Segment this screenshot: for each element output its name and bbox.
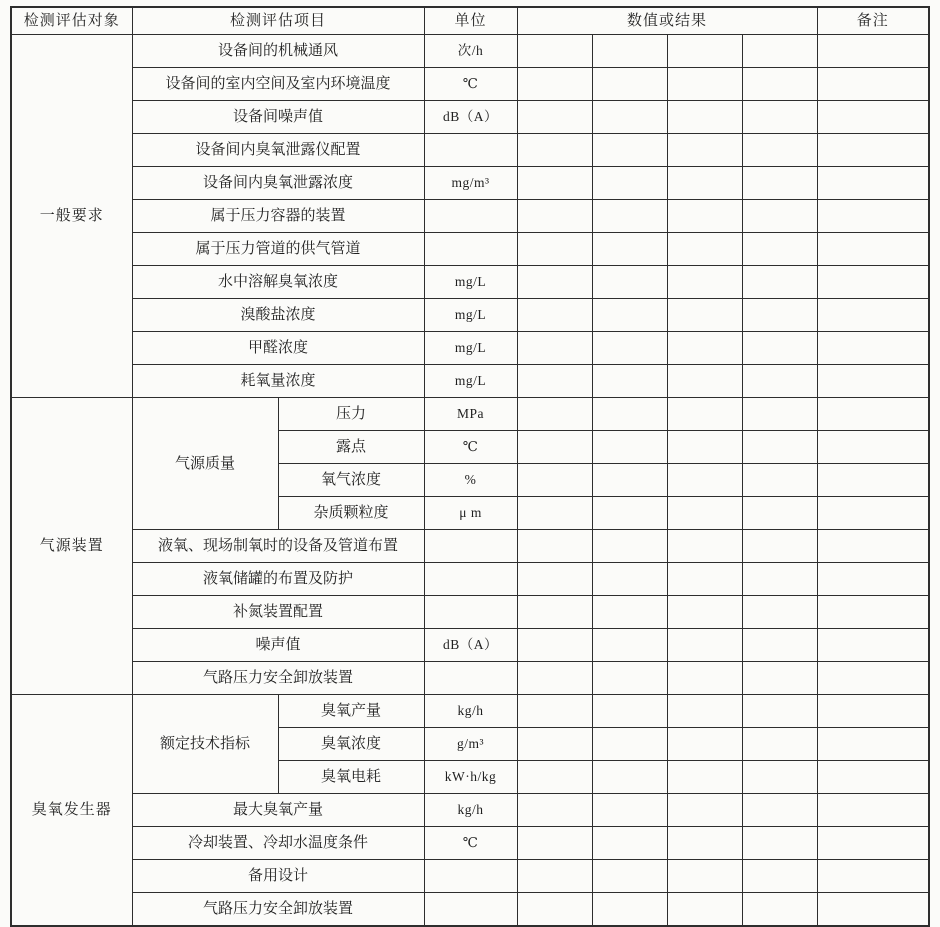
- result-cell: [667, 629, 742, 662]
- remark-cell: [817, 761, 929, 794]
- result-cell: [742, 134, 817, 167]
- result-cell: [667, 398, 742, 431]
- result-cell: [517, 200, 592, 233]
- result-cell: [592, 695, 667, 728]
- table-row: [11, 266, 929, 299]
- result-cell: [667, 827, 742, 860]
- result-cell: [667, 233, 742, 266]
- result-cell: [517, 365, 592, 398]
- table-row: [11, 596, 929, 629]
- remark-cell: [817, 398, 929, 431]
- remark-cell: [817, 233, 929, 266]
- item-cell: 臭氧浓度: [278, 728, 424, 761]
- detection-evaluation-table: [10, 6, 930, 927]
- unit-cell: ℃: [424, 431, 517, 464]
- result-cell: [517, 35, 592, 68]
- result-cell: [517, 893, 592, 927]
- remark-cell: [817, 167, 929, 200]
- remark-cell: [817, 596, 929, 629]
- result-cell: [742, 662, 817, 695]
- item-cell: 补氮装置配置: [132, 596, 424, 629]
- unit-cell: kg/h: [424, 794, 517, 827]
- result-cell: [742, 629, 817, 662]
- result-cell: [592, 200, 667, 233]
- group-label-gas-source: 气源装置: [11, 398, 132, 695]
- item-cell: 臭氧电耗: [278, 761, 424, 794]
- result-cell: [667, 200, 742, 233]
- result-cell: [742, 497, 817, 530]
- result-cell: [517, 761, 592, 794]
- result-cell: [667, 299, 742, 332]
- remark-cell: [817, 464, 929, 497]
- result-cell: [517, 530, 592, 563]
- unit-cell: [424, 662, 517, 695]
- unit-cell: mg/L: [424, 299, 517, 332]
- result-cell: [742, 860, 817, 893]
- remark-cell: [817, 134, 929, 167]
- result-cell: [742, 365, 817, 398]
- result-cell: [592, 497, 667, 530]
- table-row: [11, 860, 929, 893]
- table-row: [11, 134, 929, 167]
- table-row: [11, 233, 929, 266]
- result-cell: [592, 761, 667, 794]
- unit-cell: dB（A）: [424, 101, 517, 134]
- result-cell: [667, 530, 742, 563]
- result-cell: [517, 662, 592, 695]
- table-row: [11, 398, 929, 431]
- result-cell: [742, 893, 817, 927]
- result-cell: [517, 728, 592, 761]
- result-cell: [592, 596, 667, 629]
- table-row: [11, 530, 929, 563]
- remark-cell: [817, 728, 929, 761]
- result-cell: [742, 35, 817, 68]
- result-cell: [667, 464, 742, 497]
- item-cell: 臭氧产量: [278, 695, 424, 728]
- remark-cell: [817, 530, 929, 563]
- result-cell: [517, 629, 592, 662]
- result-cell: [592, 893, 667, 927]
- result-cell: [592, 398, 667, 431]
- result-cell: [517, 497, 592, 530]
- unit-cell: mg/m³: [424, 167, 517, 200]
- unit-cell: dB（A）: [424, 629, 517, 662]
- table-row: [11, 68, 929, 101]
- result-cell: [667, 167, 742, 200]
- result-cell: [592, 728, 667, 761]
- result-cell: [592, 860, 667, 893]
- table-row: [11, 794, 929, 827]
- result-cell: [667, 794, 742, 827]
- result-cell: [592, 299, 667, 332]
- result-cell: [517, 332, 592, 365]
- result-cell: [667, 68, 742, 101]
- unit-cell: 次/h: [424, 35, 517, 68]
- remark-cell: [817, 695, 929, 728]
- result-cell: [667, 266, 742, 299]
- header-item: 检测评估项目: [132, 7, 424, 35]
- result-cell: [592, 662, 667, 695]
- result-cell: [667, 365, 742, 398]
- result-cell: [742, 695, 817, 728]
- table-row: [11, 332, 929, 365]
- result-cell: [592, 233, 667, 266]
- result-cell: [517, 167, 592, 200]
- item-cell: 气路压力安全卸放装置: [132, 893, 424, 927]
- result-cell: [517, 266, 592, 299]
- item-cell: 压力: [278, 398, 424, 431]
- subgroup-cell: 气源质量: [132, 398, 278, 530]
- result-cell: [667, 761, 742, 794]
- result-cell: [592, 464, 667, 497]
- item-cell: 杂质颗粒度: [278, 497, 424, 530]
- result-cell: [667, 695, 742, 728]
- table-row: [11, 167, 929, 200]
- result-cell: [742, 266, 817, 299]
- unit-cell: [424, 893, 517, 927]
- remark-cell: [817, 332, 929, 365]
- result-cell: [592, 563, 667, 596]
- result-cell: [667, 563, 742, 596]
- table-row: [11, 365, 929, 398]
- unit-cell: mg/L: [424, 266, 517, 299]
- remark-cell: [817, 266, 929, 299]
- unit-cell: [424, 233, 517, 266]
- result-cell: [742, 101, 817, 134]
- result-cell: [667, 728, 742, 761]
- unit-cell: [424, 596, 517, 629]
- result-cell: [667, 431, 742, 464]
- result-cell: [742, 200, 817, 233]
- unit-cell: MPa: [424, 398, 517, 431]
- remark-cell: [817, 431, 929, 464]
- item-cell: 液氧储罐的布置及防护: [132, 563, 424, 596]
- table-row: [11, 35, 929, 68]
- result-cell: [592, 101, 667, 134]
- table-row: [11, 893, 929, 927]
- result-cell: [667, 35, 742, 68]
- table-row: [11, 563, 929, 596]
- item-cell: 液氧、现场制氧时的设备及管道布置: [132, 530, 424, 563]
- result-cell: [517, 794, 592, 827]
- group-label-ozone-generator: 臭氧发生器: [11, 695, 132, 927]
- item-cell: 设备间内臭氧泄露仪配置: [132, 134, 424, 167]
- result-cell: [517, 860, 592, 893]
- result-cell: [742, 563, 817, 596]
- result-cell: [592, 35, 667, 68]
- result-cell: [742, 68, 817, 101]
- remark-cell: [817, 794, 929, 827]
- unit-cell: mg/L: [424, 365, 517, 398]
- unit-cell: [424, 134, 517, 167]
- result-cell: [667, 332, 742, 365]
- unit-cell: [424, 530, 517, 563]
- result-cell: [667, 134, 742, 167]
- result-cell: [517, 596, 592, 629]
- result-cell: [592, 827, 667, 860]
- unit-cell: [424, 860, 517, 893]
- item-cell: 最大臭氧产量: [132, 794, 424, 827]
- result-cell: [742, 398, 817, 431]
- item-cell: 露点: [278, 431, 424, 464]
- table-header-row: [11, 7, 929, 35]
- table-row: [11, 629, 929, 662]
- item-cell: 冷却装置、冷却水温度条件: [132, 827, 424, 860]
- result-cell: [592, 794, 667, 827]
- table-row: [11, 200, 929, 233]
- item-cell: 设备间的机械通风: [132, 35, 424, 68]
- remark-cell: [817, 860, 929, 893]
- result-cell: [592, 530, 667, 563]
- result-cell: [667, 662, 742, 695]
- item-cell: 耗氧量浓度: [132, 365, 424, 398]
- result-cell: [517, 68, 592, 101]
- result-cell: [592, 134, 667, 167]
- result-cell: [742, 233, 817, 266]
- remark-cell: [817, 662, 929, 695]
- result-cell: [517, 695, 592, 728]
- header-result: 数值或结果: [517, 7, 817, 35]
- item-cell: 属于压力管道的供气管道: [132, 233, 424, 266]
- result-cell: [742, 794, 817, 827]
- result-cell: [742, 167, 817, 200]
- table-row: [11, 662, 929, 695]
- unit-cell: ℃: [424, 827, 517, 860]
- unit-cell: kW·h/kg: [424, 761, 517, 794]
- result-cell: [667, 497, 742, 530]
- result-cell: [517, 101, 592, 134]
- unit-cell: g/m³: [424, 728, 517, 761]
- item-cell: 设备间的室内空间及室内环境温度: [132, 68, 424, 101]
- item-cell: 设备间内臭氧泄露浓度: [132, 167, 424, 200]
- unit-cell: ℃: [424, 68, 517, 101]
- table-row: [11, 101, 929, 134]
- result-cell: [742, 827, 817, 860]
- unit-cell: %: [424, 464, 517, 497]
- result-cell: [667, 893, 742, 927]
- result-cell: [517, 464, 592, 497]
- result-cell: [517, 233, 592, 266]
- item-cell: 甲醛浓度: [132, 332, 424, 365]
- item-cell: 备用设计: [132, 860, 424, 893]
- item-cell: 水中溶解臭氧浓度: [132, 266, 424, 299]
- group-label-general: 一般要求: [11, 35, 132, 398]
- result-cell: [517, 398, 592, 431]
- remark-cell: [817, 35, 929, 68]
- item-cell: 噪声值: [132, 629, 424, 662]
- remark-cell: [817, 497, 929, 530]
- unit-cell: mg/L: [424, 332, 517, 365]
- result-cell: [592, 365, 667, 398]
- subgroup-cell: 额定技术指标: [132, 695, 278, 794]
- table-row: [11, 827, 929, 860]
- table-row: [11, 299, 929, 332]
- unit-cell: [424, 200, 517, 233]
- item-cell: 设备间噪声值: [132, 101, 424, 134]
- result-cell: [592, 68, 667, 101]
- result-cell: [742, 530, 817, 563]
- item-cell: 氧气浓度: [278, 464, 424, 497]
- result-cell: [742, 596, 817, 629]
- remark-cell: [817, 365, 929, 398]
- result-cell: [592, 332, 667, 365]
- remark-cell: [817, 200, 929, 233]
- header-object: 检测评估对象: [11, 7, 132, 35]
- result-cell: [592, 431, 667, 464]
- result-cell: [667, 860, 742, 893]
- result-cell: [517, 827, 592, 860]
- unit-cell: μ m: [424, 497, 517, 530]
- remark-cell: [817, 563, 929, 596]
- remark-cell: [817, 893, 929, 927]
- remark-cell: [817, 68, 929, 101]
- result-cell: [592, 266, 667, 299]
- remark-cell: [817, 629, 929, 662]
- result-cell: [667, 101, 742, 134]
- result-cell: [517, 431, 592, 464]
- result-cell: [517, 563, 592, 596]
- item-cell: 气路压力安全卸放装置: [132, 662, 424, 695]
- result-cell: [742, 299, 817, 332]
- result-cell: [742, 332, 817, 365]
- result-cell: [742, 761, 817, 794]
- result-cell: [592, 167, 667, 200]
- table-row: [11, 695, 929, 728]
- header-remark: 备注: [817, 7, 929, 35]
- item-cell: 溴酸盐浓度: [132, 299, 424, 332]
- result-cell: [517, 299, 592, 332]
- unit-cell: kg/h: [424, 695, 517, 728]
- unit-cell: [424, 563, 517, 596]
- result-cell: [742, 431, 817, 464]
- header-unit: 单位: [424, 7, 517, 35]
- remark-cell: [817, 299, 929, 332]
- result-cell: [742, 464, 817, 497]
- remark-cell: [817, 101, 929, 134]
- item-cell: 属于压力容器的装置: [132, 200, 424, 233]
- remark-cell: [817, 827, 929, 860]
- result-cell: [742, 728, 817, 761]
- result-cell: [517, 134, 592, 167]
- result-cell: [667, 596, 742, 629]
- result-cell: [592, 629, 667, 662]
